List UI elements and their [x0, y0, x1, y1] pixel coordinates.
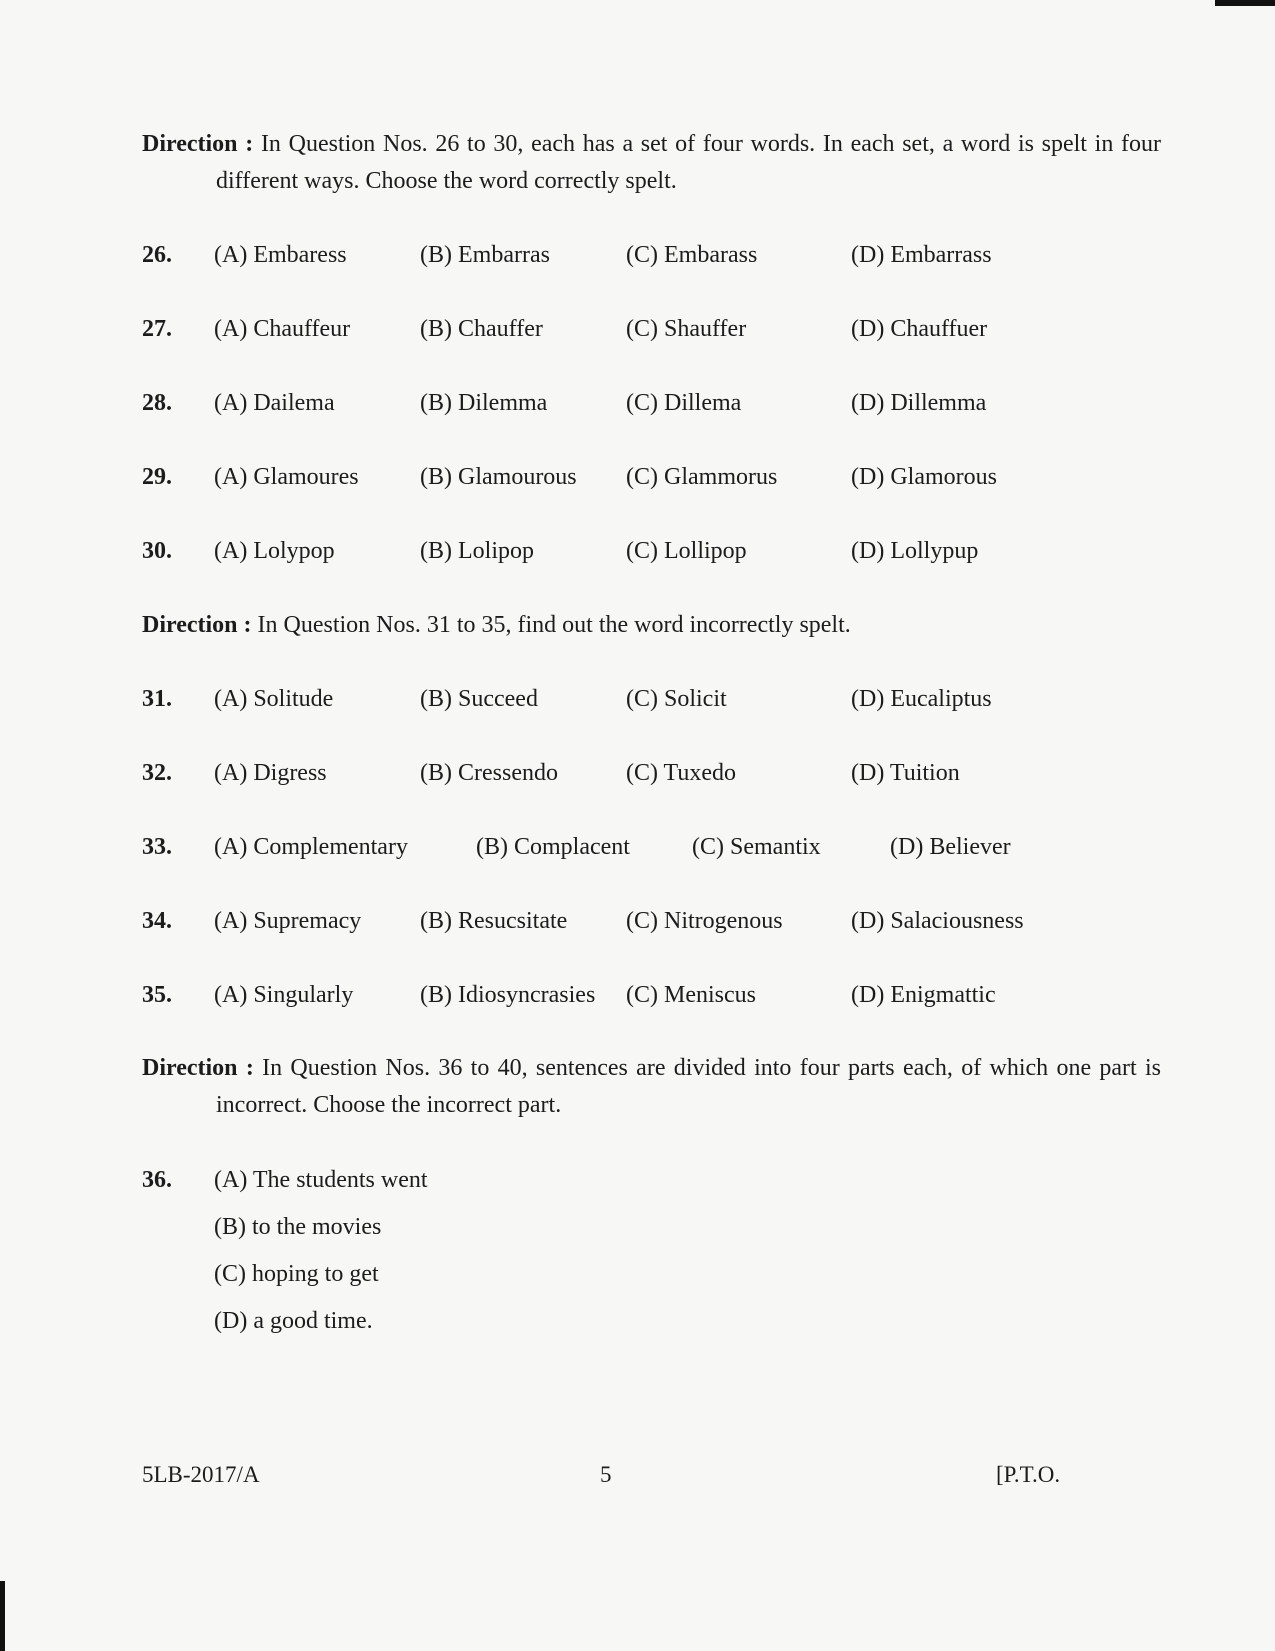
- question-29: [142, 459, 1142, 495]
- option-b: (B) Glamourous: [420, 464, 577, 490]
- option-b: (B) Idiosyncrasies: [420, 982, 596, 1008]
- question-number: 26.: [142, 242, 172, 268]
- option-c: (C) Meniscus: [626, 982, 756, 1008]
- option-a: (A) Singularly: [214, 982, 354, 1008]
- question-number: 34.: [142, 908, 172, 934]
- option-b: (B) Complacent: [476, 834, 630, 860]
- option-d: (D) Salaciousness: [851, 908, 1024, 934]
- question-36-part-c: [142, 1256, 1142, 1292]
- option-c: (C) Lollipop: [626, 538, 747, 564]
- question-26: [142, 237, 1142, 273]
- option-b: (B) Lolipop: [420, 538, 534, 564]
- option-a: (A) Dailema: [214, 390, 335, 416]
- option-c: (C) Nitrogenous: [626, 908, 783, 934]
- question-number: 32.: [142, 760, 172, 786]
- option-c: (C) Solicit: [626, 686, 727, 712]
- question-27: [142, 311, 1142, 347]
- option-c: (C) Tuxedo: [626, 760, 737, 786]
- option-a: (A) Lolypop: [214, 538, 335, 564]
- option-c: (C) Dillema: [626, 390, 742, 416]
- question-36-part-d: [142, 1303, 1142, 1339]
- scan-edge-mark: [1215, 0, 1275, 6]
- option-d: (D) Embarrass: [851, 242, 992, 268]
- option-a: (A) Embaress: [214, 242, 347, 268]
- option-d: (D) Believer: [890, 834, 1011, 860]
- option-c: (C) Glammorus: [626, 464, 778, 490]
- option-a: (A) Glamoures: [214, 464, 359, 490]
- option-b: (B) Chauffer: [420, 316, 543, 342]
- option-d: (D) Tuition: [851, 760, 960, 786]
- option-a: (A) Solitude: [214, 686, 334, 712]
- option-b: (B) Dilemma: [420, 390, 548, 416]
- direction-label: Direction :: [142, 131, 254, 157]
- question-34: [142, 903, 1142, 939]
- question-number: 28.: [142, 390, 172, 416]
- direction-36-40: [142, 1050, 1161, 1124]
- direction-26-30: [142, 126, 1161, 200]
- option-d: (D) Eucaliptus: [851, 686, 992, 712]
- option-b: (B) Succeed: [420, 686, 538, 712]
- question-number: 30.: [142, 538, 172, 564]
- direction-31-35: [142, 607, 1161, 644]
- direction-text: In Question Nos. 26 to 30, each has a set of four words. In each set, a word is spelt in four different ways. Choose the word correctly spelt.: [216, 131, 1162, 194]
- question-36-part-b: [142, 1209, 1142, 1245]
- option-d: (D) a good time.: [214, 1308, 373, 1334]
- question-31: [142, 681, 1142, 717]
- option-a: (A) Supremacy: [214, 908, 362, 934]
- option-c: (C) Semantix: [692, 834, 821, 860]
- option-d: (D) Chauffuer: [851, 316, 988, 342]
- option-a: (A) Complementary: [214, 834, 408, 860]
- scan-edge-mark: [0, 1581, 5, 1651]
- option-a: (A) The students went: [214, 1167, 428, 1193]
- option-b: (B) to the movies: [214, 1214, 382, 1240]
- pto-mark: [P.T.O.: [996, 1462, 1061, 1487]
- direction-text: In Question Nos. 31 to 35, find out the word incorrectly spelt.: [257, 612, 851, 638]
- option-b: (B) Embarras: [420, 242, 550, 268]
- question-32: [142, 755, 1142, 791]
- direction-label: Direction :: [142, 1055, 254, 1081]
- paper-code: 5LB-2017/A: [142, 1462, 260, 1487]
- question-number: 31.: [142, 686, 172, 712]
- option-c: (C) Embarass: [626, 242, 758, 268]
- question-36: [142, 1162, 1142, 1198]
- page-number: 5: [600, 1462, 612, 1487]
- option-d: (D) Enigmattic: [851, 982, 996, 1008]
- question-number: 29.: [142, 464, 172, 490]
- option-c: (C) Shauffer: [626, 316, 747, 342]
- question-number: 35.: [142, 982, 172, 1008]
- question-35: [142, 977, 1142, 1013]
- option-b: (B) Cressendo: [420, 760, 558, 786]
- option-d: (D) Lollypup: [851, 538, 979, 564]
- option-b: (B) Resucsitate: [420, 908, 568, 934]
- option-c: (C) hoping to get: [214, 1261, 379, 1287]
- option-d: (D) Glamorous: [851, 464, 997, 490]
- direction-label: Direction :: [142, 612, 252, 638]
- direction-text: In Question Nos. 36 to 40, sentences are divided into four parts each, of which one part is incorrect. Choose the incorrect part.: [216, 1055, 1162, 1118]
- option-a: (A) Chauffeur: [214, 316, 351, 342]
- question-33: [142, 829, 1142, 865]
- question-number: 36.: [142, 1167, 172, 1193]
- question-30: [142, 533, 1142, 569]
- option-d: (D) Dillemma: [851, 390, 987, 416]
- question-number: 33.: [142, 834, 172, 860]
- question-number: 27.: [142, 316, 172, 342]
- question-28: [142, 385, 1142, 421]
- option-a: (A) Digress: [214, 760, 327, 786]
